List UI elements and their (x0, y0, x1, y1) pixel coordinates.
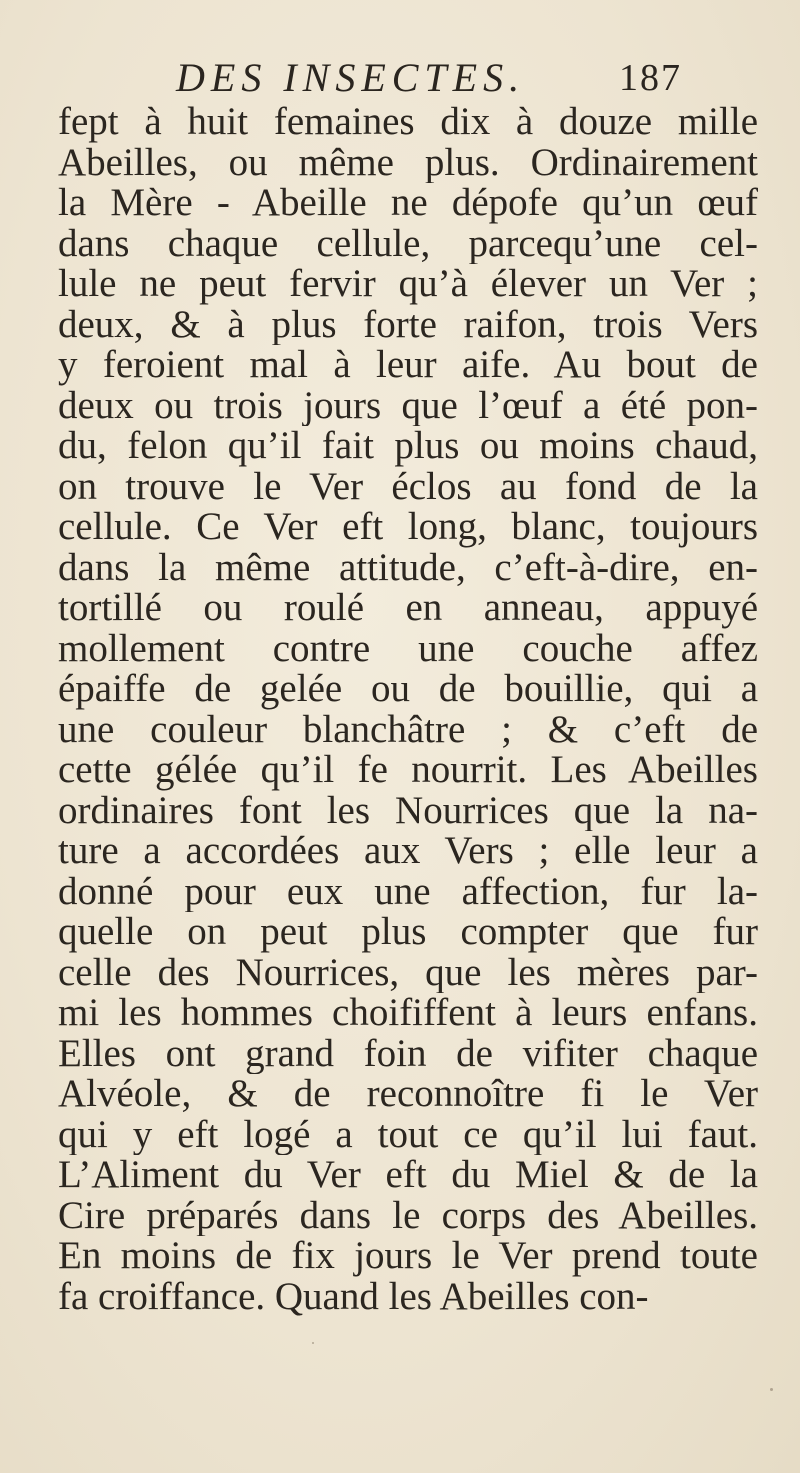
text-line: En moins de fix jours le Ver prend toute (58, 1236, 758, 1277)
running-head-title: DES INSECTES. (176, 55, 526, 100)
text-line: Abeilles, ou même plus. Ordinairement (58, 142, 758, 183)
text-line: lule ne peut fervir qu’à élever un Ver ; (58, 264, 758, 305)
text-line: deux ou trois jours que l’œuf a été pon- (58, 385, 758, 426)
text-line: une couleur blanchâtre ; & c’eft de (58, 709, 758, 750)
page-number: 187 (619, 57, 682, 99)
text-line: épaiffe de gelée ou de bouillie, qui a (58, 669, 758, 710)
text-line: Alvéole, & de reconnoître fi le Ver (58, 1074, 758, 1115)
text-line: mollement contre une couche affez (58, 628, 758, 669)
text-line: dans la même attitude, c’eft-à-dire, en- (58, 547, 758, 588)
text-line: on trouve le Ver éclos au fond de la (58, 466, 758, 507)
text-line: y feroient mal à leur aife. Au bout de (58, 345, 758, 386)
text-line: qui y eft logé a tout ce qu’il lui faut. (58, 1114, 758, 1155)
text-line: cette gélée qu’il fe nourrit. Les Abeilles (58, 750, 758, 791)
text-line: donné pour eux une affection, fur la- (58, 871, 758, 912)
text-line: Cire préparés dans le corps des Abeilles. (58, 1195, 758, 1236)
text-line: mi les hommes choififfent à leurs enfans. (58, 993, 758, 1034)
body-text (58, 102, 758, 1317)
text-line: celle des Nourrices, que les mères par- (58, 952, 758, 993)
text-line: la Mère - Abeille ne dépofe qu’un œuf (58, 183, 758, 224)
text-line: deux, & à plus forte raifon, trois Vers (58, 304, 758, 345)
text-line: fept à huit femaines dix à douze mille (58, 102, 758, 143)
text-line: dans chaque cellule, parcequ’une cel- (58, 223, 758, 264)
text-line: quelle on peut plus compter que fur (58, 912, 758, 953)
paper-speck (312, 1342, 314, 1344)
text-line: ture a accordées aux Vers ; elle leur a (58, 831, 758, 872)
text-line: L’Aliment du Ver eft du Miel & de la (58, 1155, 758, 1196)
paper-speck (770, 1388, 773, 1391)
text-line: Elles ont grand foin de vifiter chaque (58, 1033, 758, 1074)
text-line: du, felon qu’il fait plus ou moins chaud, (58, 426, 758, 467)
text-line: ordinaires font les Nourrices que la na- (58, 790, 758, 831)
text-line: tortillé ou roulé en anneau, appuyé (58, 588, 758, 629)
text-line: cellule. Ce Ver eft long, blanc, toujours (58, 507, 758, 548)
text-line: fa croiffance. Quand les Abeilles con- (58, 1276, 649, 1317)
running-head (176, 52, 696, 104)
